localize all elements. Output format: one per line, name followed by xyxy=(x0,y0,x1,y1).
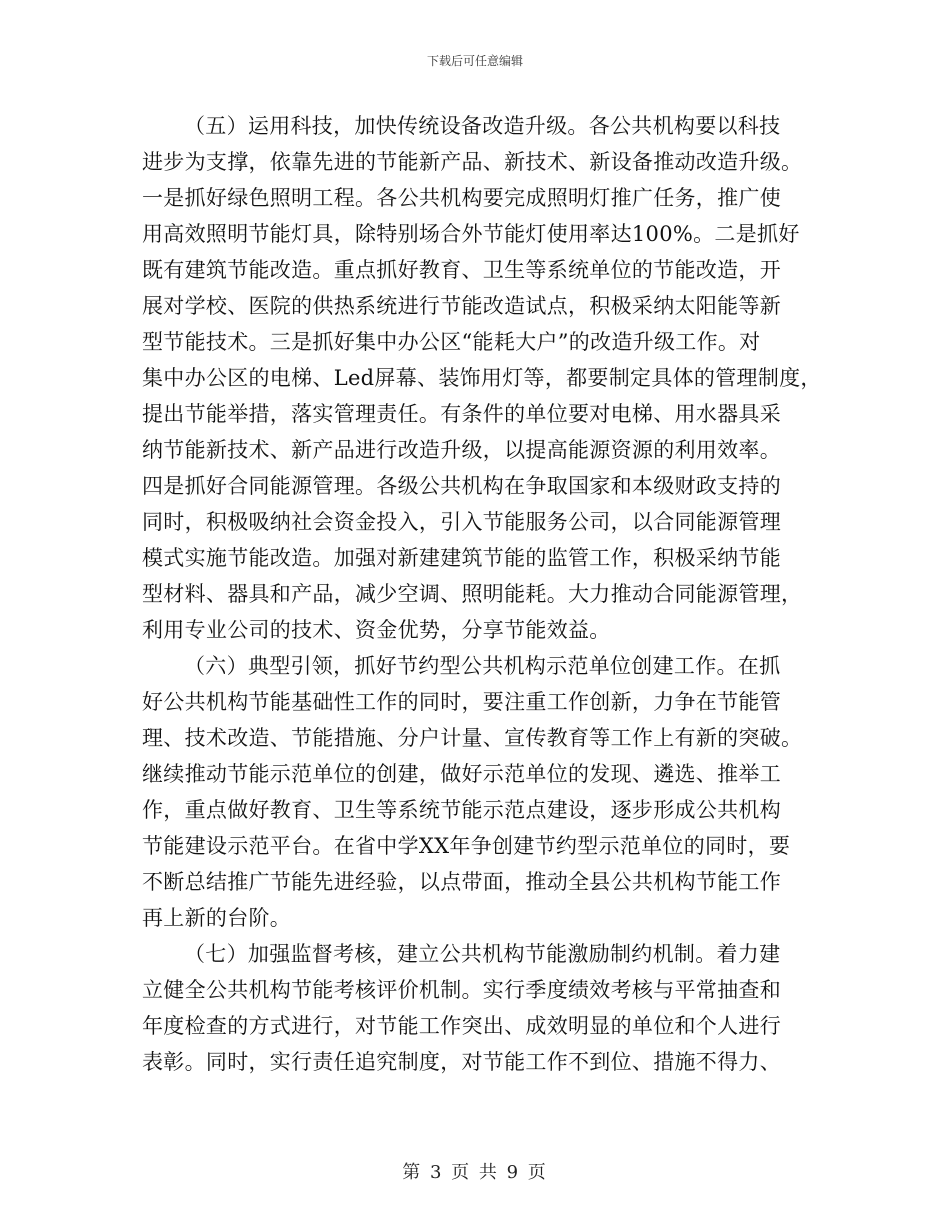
document-body xyxy=(142,108,832,1080)
text-line: 节能建设示范平台。在省中学XX年争创建节约型示范单位的同时，要 xyxy=(142,834,791,858)
text-line: 同时，积极吸纳社会资金投入，引入节能服务公司，以合同能源管理 xyxy=(142,510,781,534)
page-footer: 第 3 页 共 9 页 xyxy=(402,1162,548,1183)
text-line: 集中办公区的电梯、Led屏幕、装饰用灯等，都要制定具体的管理制度， xyxy=(142,366,822,390)
text-line: （七）加强监督考核，建立公共机构节能激励制约机制。着力建 xyxy=(184,942,781,966)
page-header: 下载后可任意编辑 xyxy=(426,54,523,68)
text-line: 一是抓好绿色照明工程。各公共机构要完成照明灯推广任务，推广使 xyxy=(142,186,781,210)
text-line: 立健全公共机构节能考核评价机制。实行季度绩效考核与平常抽查和 xyxy=(142,978,781,1002)
text-line: 继续推动节能示范单位的创建，做好示范单位的发现、遴选、推举工 xyxy=(142,762,781,786)
text-line: 进步为支撑，依靠先进的节能新产品、新技术、新设备推动改造升级。 xyxy=(142,150,803,174)
text-line: 利用专业公司的技术、资金优势，分享节能效益。 xyxy=(142,618,611,642)
text-line: 作，重点做好教育、卫生等系统节能示范点建设，逐步形成公共机构 xyxy=(142,798,781,822)
text-line: 既有建筑节能改造。重点抓好教育、卫生等系统单位的节能改造，开 xyxy=(142,258,781,282)
paragraph-six xyxy=(142,648,832,936)
text-line: 纳节能新技术、新产品进行改造升级，以提高能源资源的利用效率。 xyxy=(142,438,781,462)
text-line: 用高效照明节能灯具，除特别场合外节能灯使用率达100%。二是抓好 xyxy=(142,222,800,246)
text-line: （五）运用科技，加快传统设备改造升级。各公共机构要以科技 xyxy=(184,114,781,138)
text-line: 年度检查的方式进行，对节能工作突出、成效明显的单位和个人进行 xyxy=(142,1014,781,1038)
text-line: 再上新的台阶。 xyxy=(142,906,292,930)
paragraph-seven xyxy=(142,936,832,1080)
text-line: 展对学校、医院的供热系统进行节能改造试点，积极采纳太阳能等新 xyxy=(142,294,781,318)
text-line: 型材料、器具和产品，减少空调、照明能耗。大力推动合同能源管理， xyxy=(142,582,803,606)
text-line: 表彰。同时，实行责任追究制度，对节能工作不到位、措施不得力、 xyxy=(142,1050,781,1074)
text-line: 不断总结推广节能先进经验，以点带面，推动全县公共机构节能工作 xyxy=(142,870,781,894)
paragraph-five xyxy=(142,108,832,648)
text-line: 四是抓好合同能源管理。各级公共机构在争取国家和本级财政支持的 xyxy=(142,474,781,498)
text-line: 型节能技术。三是抓好集中办公区“能耗大户”的改造升级工作。对 xyxy=(142,330,761,354)
text-line: 模式实施节能改造。加强对新建建筑节能的监管工作，积极采纳节能 xyxy=(142,546,781,570)
text-line: 提出节能举措，落实管理责任。有条件的单位要对电梯、用水器具采 xyxy=(142,402,781,426)
text-line: 理、技术改造、节能措施、分户计量、宣传教育等工作上有新的突破。 xyxy=(142,726,803,750)
text-line: 好公共机构节能基础性工作的同时，要注重工作创新，力争在节能管 xyxy=(142,690,781,714)
text-line: （六）典型引领，抓好节约型公共机构示范单位创建工作。在抓 xyxy=(184,654,781,678)
